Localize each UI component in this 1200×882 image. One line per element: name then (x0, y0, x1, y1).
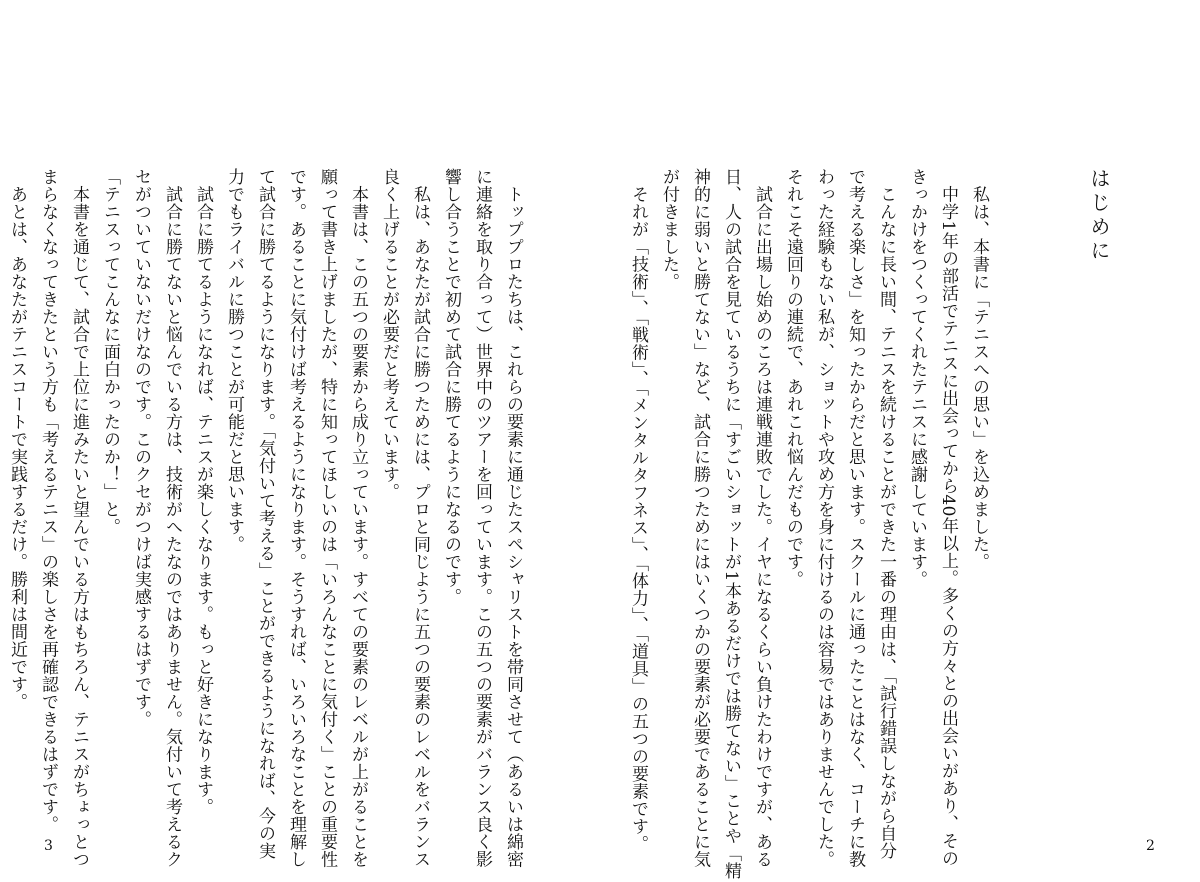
right-line: 神的に弱いと勝てない」など、試合に勝つためにはいくつかの要素が必要であることに気 (690, 168, 710, 868)
right-line: で考える楽しさ」を知ったからだと思います。スクールに通ったことはなく、コーチに教 (845, 168, 865, 868)
left-line: 「テニスってこんなに面白かったのか！」と。 (100, 168, 120, 536)
left-line: 試合に勝てないと悩んでいる方は、技術がへたなのではありません。気付いて考えるク (162, 168, 182, 868)
left-line: 本書は、この五つの要素から成り立っています。すべての要素のレベルが上がることを (348, 168, 368, 868)
right-line: きっかけをつくってくれたテニスに感謝しています。 (907, 168, 927, 588)
left-line: 響し合うことで初めて試合に勝てるようになるのです。 (441, 168, 461, 606)
left-line: て試合に勝てるようになります。「気付いて考える」ことができるようになれば、今の実 (255, 168, 275, 860)
left-line: 試合に勝てるようになれば、テニスが楽しくなります。もっと好きになります。 (193, 168, 213, 816)
left-line: トッププロたちは、これらの要素に通じたスペシャリストを帯同させて（あるいは綿密 (503, 168, 523, 868)
right-page-body (622, 168, 994, 879)
left-line: 願って書き上げましたが、特に知ってほしいのは「いろんなことに気付く」ことの重要性 (317, 168, 337, 868)
page-number-right: 2 (1146, 838, 1155, 854)
right-line: それこそ遠回りの連続で、あれこれ悩んだものです。 (783, 168, 803, 588)
page-number-left: 3 (44, 838, 53, 854)
right-line: わった経験もない私が、ショットや攻め方を身に付けるのは容易ではありませんでした。 (814, 168, 834, 868)
right-line: それが「技術」、「戦術」、「メンタルタフネス」、「体力」、「道具」の五つの要素です。 (628, 168, 648, 853)
left-line: 本書を通じて、試合で上位に進みたいと望んでいる方はもちろん、テニスがちょっとつ (69, 168, 89, 868)
left-line: 力でもライバルに勝つことが可能だと思います。 (224, 168, 244, 553)
left-page-body (1, 168, 528, 868)
left-line: です。あることに気付けば考えるようになります。そうすれば、いろいろなことを理解し (286, 168, 306, 868)
right-line: が付きました。 (659, 168, 679, 291)
right-line: 中学1年の部活でテニスに出会ってから40年以上。多くの方々との出会いがあり、その (938, 168, 958, 867)
left-line: 私は、あなたが試合に勝つためには、プロと同じように五つの要素のレベルをバランス (410, 168, 430, 868)
right-page (600, 0, 1200, 882)
left-line: まらなくなってきたという方も「考えるテニス」の楽しさを再確認できるはずです。 (38, 168, 58, 833)
right-line: 試合に出場し始めのころは連戦連敗でした。イヤになるくらい負けたわけですが、ある (752, 168, 772, 868)
left-line: に連絡を取り合って）世界中のツアーを回っています。この五つの要素がバランス良く影 (472, 168, 492, 868)
right-line: 私は、本書に「テニスへの思い」を込めました。 (969, 168, 989, 571)
right-line: 日、人の試合を見ているうちに「すごいショットが1本あるだけでは勝てない」ことや「精 (721, 168, 741, 880)
left-line: 良く上げることが必要だと考えています。 (379, 168, 399, 501)
left-line: あとは、あなたがテニスコートで実践するだけ。勝利は間近です。 (7, 168, 27, 711)
left-line: セがついていないだけなのです。このクセがつけば実感するはずです。 (131, 168, 151, 728)
right-line: こんなに長い間、テニスを続けることができた一番の理由は、「試行錯誤しながら自分 (876, 168, 896, 860)
chapter-title: はじめに (1087, 168, 1111, 264)
